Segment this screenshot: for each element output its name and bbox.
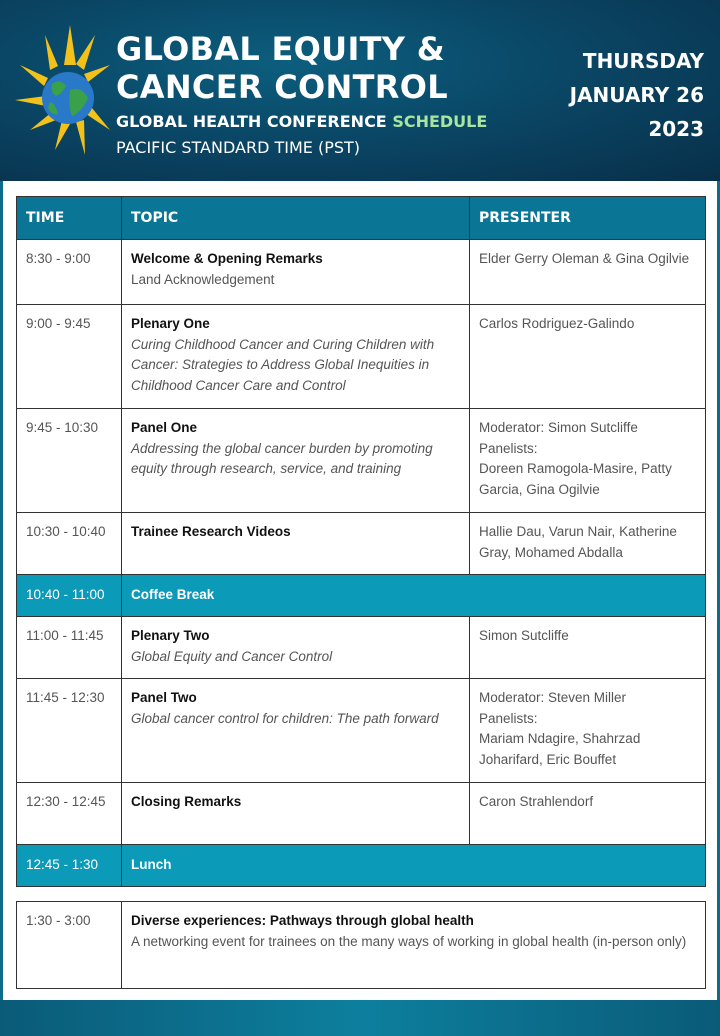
row-topic-cell bbox=[122, 845, 706, 887]
row-topic-cell bbox=[122, 902, 706, 989]
row-topic: Coffee Break bbox=[131, 586, 215, 602]
row-presenter-cell bbox=[470, 679, 706, 783]
sun-globe-logo bbox=[10, 20, 120, 160]
row-presenter: Simon Sutcliffe bbox=[470, 617, 706, 679]
row-topic-cell bbox=[122, 783, 470, 845]
table-row bbox=[17, 409, 706, 513]
row-description: Global Equity and Cancer Control bbox=[131, 648, 333, 664]
row-presenter: Elder Gerry Oleman & Gina Ogilvie bbox=[470, 240, 706, 305]
row-topic-cell bbox=[122, 240, 470, 305]
row-topic-cell bbox=[122, 617, 470, 679]
row-topic-cell bbox=[122, 575, 706, 617]
row-time: 8:30 - 9:00 bbox=[17, 240, 122, 305]
subtitle-accent: SCHEDULE bbox=[392, 112, 488, 131]
conference-title bbox=[116, 30, 448, 106]
row-time: 12:30 - 12:45 bbox=[17, 783, 122, 845]
row-presenter: Hallie Dau, Varun Nair, Katherine Gray, Mohamed Abdalla bbox=[470, 513, 706, 575]
networking-table bbox=[16, 901, 706, 989]
footer-band bbox=[0, 1000, 720, 1036]
title-line-1: GLOBAL EQUITY & bbox=[116, 30, 445, 68]
schedule-table bbox=[16, 196, 706, 887]
row-time: 11:45 - 12:30 bbox=[17, 679, 122, 783]
panelists-names: Mariam Ndagire, Shahrzad Joharifard, Eric Bouffet bbox=[479, 731, 641, 767]
row-topic: Welcome & Opening Remarks bbox=[131, 251, 323, 266]
event-date bbox=[570, 44, 704, 146]
timezone-label: PACIFIC STANDARD TIME (PST) bbox=[116, 138, 361, 157]
row-description: A networking event for trainees on the many ways of working in global health (in-person only) bbox=[131, 933, 687, 949]
row-topic: Lunch bbox=[131, 856, 172, 872]
row-presenter: Carlos Rodriguez-Galindo bbox=[470, 305, 706, 409]
row-time: 12:45 - 1:30 bbox=[17, 845, 122, 887]
header-banner bbox=[0, 0, 720, 181]
table-row bbox=[17, 240, 706, 305]
row-topic: Panel One bbox=[131, 420, 198, 435]
column-header-time: TIME bbox=[17, 197, 122, 240]
column-header-topic: TOPIC bbox=[122, 197, 470, 240]
row-topic: Panel Two bbox=[131, 690, 197, 705]
conference-subtitle bbox=[116, 112, 487, 131]
table-row bbox=[17, 513, 706, 575]
row-topic: Plenary Two bbox=[131, 628, 210, 643]
panelists-names: Doreen Ramogola-Masire, Patty Garcia, Gina Ogilvie bbox=[479, 461, 672, 497]
row-topic: Plenary One bbox=[131, 316, 210, 331]
date-monthday: JANUARY 26 bbox=[569, 83, 704, 107]
title-line-2: CANCER CONTROL bbox=[116, 68, 448, 106]
row-topic: Closing Remarks bbox=[131, 794, 242, 809]
row-description: Curing Childhood Cancer and Curing Children with Cancer: Strategies to Address Global Inequities in Childhood Cancer Care and Control bbox=[131, 336, 435, 393]
table-row bbox=[17, 902, 706, 989]
panelists-label: Panelists: bbox=[479, 440, 538, 456]
left-border bbox=[0, 181, 3, 1000]
row-topic-cell bbox=[122, 409, 470, 513]
table-row bbox=[17, 305, 706, 409]
date-day: THURSDAY bbox=[582, 49, 704, 73]
row-presenter: Caron Strahlendorf bbox=[470, 783, 706, 845]
row-description: Land Acknowledgement bbox=[131, 271, 275, 287]
row-time: 9:00 - 9:45 bbox=[17, 305, 122, 409]
table-row bbox=[17, 617, 706, 679]
row-topic-cell bbox=[122, 513, 470, 575]
moderator-line: Moderator: Steven Miller bbox=[479, 690, 627, 705]
row-presenter-cell bbox=[470, 409, 706, 513]
row-time: 9:45 - 10:30 bbox=[17, 409, 122, 513]
row-topic: Diverse experiences: Pathways through global health bbox=[131, 913, 474, 928]
break-row bbox=[17, 845, 706, 887]
date-year: 2023 bbox=[648, 117, 704, 141]
panelists-label: Panelists: bbox=[479, 710, 538, 726]
row-time: 11:00 - 11:45 bbox=[17, 617, 122, 679]
row-topic-cell bbox=[122, 305, 470, 409]
table-row bbox=[17, 679, 706, 783]
row-time: 1:30 - 3:00 bbox=[17, 902, 122, 989]
break-row bbox=[17, 575, 706, 617]
moderator-line: Moderator: Simon Sutcliffe bbox=[479, 420, 638, 435]
row-description: Addressing the global cancer burden by promoting equity through research, service, and training bbox=[131, 440, 433, 476]
row-time: 10:40 - 11:00 bbox=[17, 575, 122, 617]
row-topic-cell bbox=[122, 679, 470, 783]
table-row bbox=[17, 783, 706, 845]
subtitle-main: GLOBAL HEALTH CONFERENCE bbox=[116, 112, 393, 131]
column-header-presenter: PRESENTER bbox=[470, 197, 706, 240]
table-header-row bbox=[17, 197, 706, 240]
row-topic: Trainee Research Videos bbox=[131, 524, 291, 539]
row-time: 10:30 - 10:40 bbox=[17, 513, 122, 575]
row-description: Global cancer control for children: The path forward bbox=[131, 710, 439, 726]
